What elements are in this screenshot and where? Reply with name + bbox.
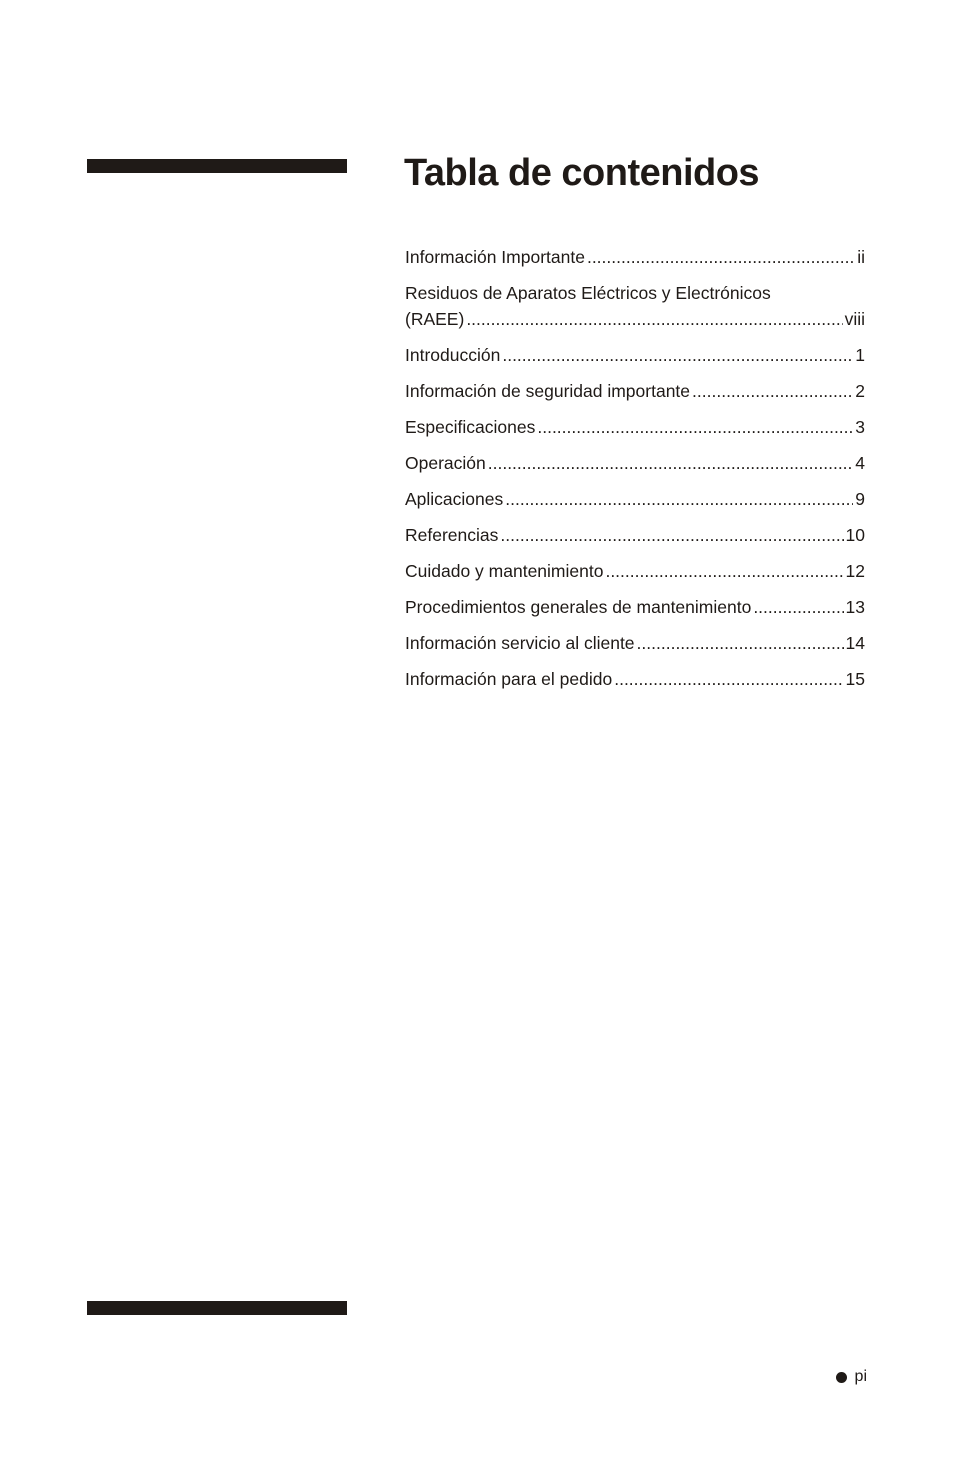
toc-leader-dots [502,342,853,368]
toc-leader-dots [614,666,843,692]
toc-entry-title: Información para el pedido [405,669,613,689]
toc-entry-page: 15 [845,669,865,689]
toc-entry-page: 4 [855,453,865,473]
toc-entry-title: Introducción [405,345,501,365]
toc-entry-title-line1: Residuos de Aparatos Eléctricos y Electrónicos [405,283,771,303]
toc-leader-dots [605,558,843,584]
toc-entry[interactable] [405,558,865,584]
toc-entry-title: Información Importante [405,247,585,267]
toc-entry[interactable] [405,594,865,620]
toc-entry-title: Especificaciones [405,417,536,437]
toc-entry[interactable] [405,244,865,270]
toc-entry-title: Operación [405,453,486,473]
toc-leader-dots [753,594,843,620]
toc-entry-title: Referencias [405,525,499,545]
toc-leader-dots [500,522,843,548]
toc-entry[interactable] [405,414,865,440]
toc-entry-page: 10 [845,525,865,545]
toc-leader-dots [692,378,853,404]
toc-entry[interactable] [405,522,865,548]
toc-entry[interactable] [405,280,865,332]
table-of-contents [405,244,865,702]
toc-entry[interactable] [405,666,865,692]
toc-leader-dots [466,306,842,332]
page-number: pi [854,1368,867,1385]
toc-leader-dots [587,244,855,270]
toc-leader-dots [488,450,854,476]
toc-leader-dots [537,414,853,440]
decorative-bar-bottom [87,1301,347,1315]
toc-entry[interactable] [405,378,865,404]
toc-entry[interactable] [405,486,865,512]
toc-entry-page: 3 [855,417,865,437]
toc-entry-page: 13 [845,597,865,617]
toc-entry-page: 14 [845,633,865,653]
toc-entry-title: (RAEE) [405,309,465,329]
toc-entry[interactable] [405,630,865,656]
toc-entry-page: 12 [845,561,865,581]
page-footer [836,1366,867,1388]
toc-entry-title: Información de seguridad importante [405,381,691,401]
toc-entry[interactable] [405,342,865,368]
toc-entry-page: 1 [855,345,865,365]
toc-entry-page: viii [844,309,865,329]
toc-entry-page: 9 [855,489,865,509]
decorative-bar-top [87,159,347,173]
bullet-icon [836,1372,847,1383]
page-title: Tabla de contenidos [404,152,760,194]
toc-entry-title: Aplicaciones [405,489,504,509]
toc-entry[interactable] [405,450,865,476]
toc-entry-page: ii [857,247,865,267]
toc-entry-title: Procedimientos generales de mantenimiento [405,597,752,617]
toc-entry-title: Información servicio al cliente [405,633,635,653]
toc-entry-page: 2 [855,381,865,401]
toc-leader-dots [637,630,844,656]
toc-entry-title: Cuidado y mantenimiento [405,561,604,581]
toc-leader-dots [505,486,853,512]
